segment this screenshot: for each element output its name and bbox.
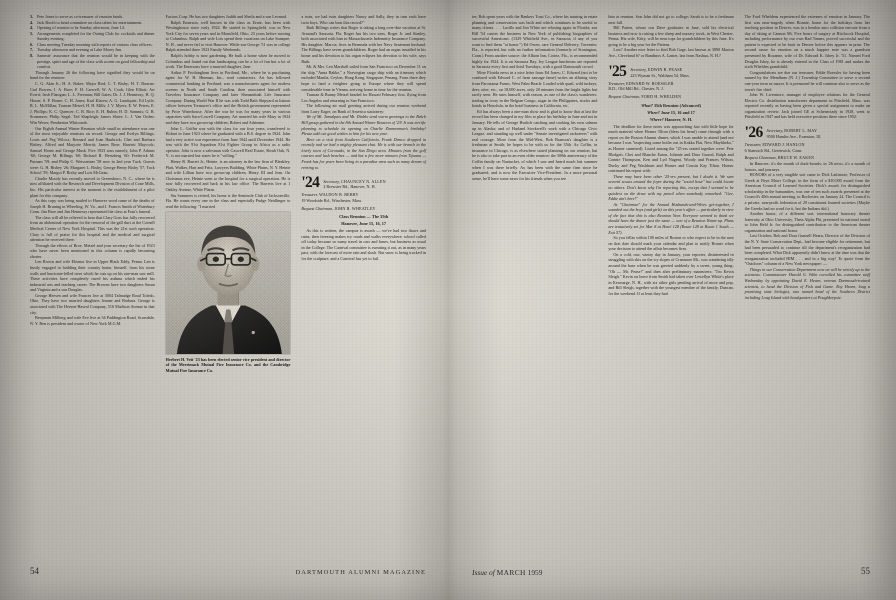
body-paragraph: a twin, we had twin daughters Nancy and Sally, they in turn each have twin boys. Who can beat this record?" xyxy=(301,14,426,25)
body-paragraph: Len Brown and wife Eleanor live in Upper Black Eddy, Penna. Len is busily engaged in building their country home, himself, from his stone walls and hurricane-felled trees which he cuts up on his one-man saw mill. These activities have completely cured his asthma which ended his industrial arts and teaching career. The Browns have two daughters Susan and Virginia and a son Douglas. xyxy=(30,259,155,293)
list-item-number: 4. xyxy=(30,19,34,25)
body-paragraph: Henry R. Barrett Jr., Heinie, is an attorney in the law firm of Bleakley, Platt, Walker, Hart and Fritz, Lawyers Building, White Plains, N. Y. Heinie and wife Lillian have two grown-up children, Henry III and Jean. On Christmas eve, Heinie went to the hospital for a surgical operation. He is now fully recovered and back in his law office. The Barretts live at 1 Oakley Avenue, White Plains. xyxy=(165,159,291,192)
running-head: DARTMOUTH ALUMNI MAGAZINE xyxy=(295,569,426,576)
body-paragraph: Through January 26 the following have signified they would be on hand for the reunion: xyxy=(30,69,155,81)
body-paragraph: Ruth Billings writes that Roger is taking a long over-due vacation at St. Armand's Sarasota, Fla. Roger has his two sons, Roger Jr. and Stanley, both associated with him in Massachusetts Indemnity Insurance Company. His daughter, Marcia, lives in Bermuda with her Navy lieutenant husband. The Billings have seven grandchildren. Roger had an organ installed in his home and his devotion to his organ eclipses his devotion to his wife, says Ruth. xyxy=(301,25,426,64)
page-number-left: 54 xyxy=(30,566,39,576)
quoted-letter-paragraph: We of Mt. Tamalpais and Mt. Diablo send warm greetings to the Balch Hill group gathered in the 8th Annual Winter Reunion of '23! It was terrific planning to schedule its opening on Charlie Zimmerman's birthday! Please add our good wishes to him for his new year. xyxy=(301,114,426,137)
body-paragraph: John W. Livermore, manager of employee relations for the General Electric Co. distribution transformer department in Pittsfield, Mass. was reported recently as having been given a special assignment to make an organization review. Jack joined GE at Schenectady in 1928, went to Pittsfield in 1947 and has held executive positions there since 1952. xyxy=(744,92,870,120)
body-paragraph: HONORS of a very tangible sort came to Dick Lattimore, Professor of Greek at Bryn Mawr College, in the form of a $10,000 award from the American Council of Learned Societies. Dick's award, for distinguished scholarship in the humanities, was one of ten such awards presented at the Council's 40th annual meeting, in Rochester, on January 24. The Council is a private, non-profit federation of 29 constituent learned societies (Maybe the Greeks had no word for it, but the Indians did.) xyxy=(744,172,870,211)
list-item xyxy=(30,30,155,42)
body-paragraph: Congratulations are due our treasurer, Eddie Roessler for having been named by the Mendham (N. J.) Township Committee to serve a second one-year term as mayor. It is presumed he will continue also to serve as the town's fire chief. xyxy=(744,69,870,92)
what-value: 35th Reunion (Advanced) xyxy=(653,102,701,108)
body-paragraph: Last October, Bob and Dora Gunnell Hearn, Director of the Division of the N. Y. State Conservation Dept., had become eligible for retirement, but had been persuaded to continue till the department's reorganization had been completed. What Dick apparently didn't know at the time was that the reorganization included HIM . . . and in a big way! To quote from the "Outdoors" column of a New York newspaper: — xyxy=(744,233,870,267)
where-label: Where? xyxy=(649,116,664,122)
quoted-report-paragraph: As "Chairman" for the Annual Husbands-and-Wives get-together, I sounded out the boys (and girls) on this year's affair — particularly in view of the fact that this is also Reunion Year. Everyone seemed to think we should have the dinner just the same — sort of a Reunion Warm-up. Plans are tentatively set for Mar 8 at Hotel 128 (Route 128 at Route 1 South — Exit 57). xyxy=(608,201,734,235)
class-secretary-info xyxy=(767,126,821,140)
portrait-photo xyxy=(166,212,291,354)
quoted-letter-paragraph: Here on a visit from Southern California, Frank Demco dropped in recently and we had a mighty pleasant chat. He is with our branch in the lovely town of Coronado, in the San Diego area. Minutes from the golf courses and lush beaches — and but a few more minutes from Tijuana — Frank has for years been living in a paradise area such as many dream of retiring to. xyxy=(301,136,426,170)
secretary-address: 223 Wyman St., Waltham 54, Mass. xyxy=(630,72,690,78)
bequest-label: Bequest Chairman, xyxy=(608,94,641,99)
body-paragraph: So you fellas within 100 miles of Boston or who expect to be in the area on that date should mark your calendar and plan to notify Homer when your decision to attend the affair becomes firm. xyxy=(608,235,734,252)
class-secretary-info xyxy=(630,65,689,79)
class-reunion-line-2: Hanover, June 15, 16, 17 xyxy=(341,221,387,227)
body-paragraph: Another honor, of a different sort: international honorary theater fraternity at Ohio University, Theta Alpha Phi, presented its national award to John Held Jr. for distinguished contribution to the American theater organization and national honor. xyxy=(744,211,870,233)
body-paragraph: The Ford Wheldens experienced the extremes of emotion in January. The first was near-tragedy when Bonnie, home for the holidays from her teaching position in Denver, was in a headon auto collision enroute from a day of skiing at Cannon Mt. Five hours of surgery at Hitchcock Hospital, including performance by our own Rad Tanner, proved successful and the patient is expected to be back in Denver before this appears in print. The second cause for emotion on a much happier note was a grandson presented by Rosanne, wife of Dr. Edward K. Isbey Jr. '51. Named Ford Douglas Isbey, he is already entered in the Class of 1981 and makes the sixth Whelden grandchild. xyxy=(744,14,870,70)
body-paragraph: Benjamin Milberg and wife Eve live at 54 Paddington Road, Scarsdale, N. Y. Ben is president and owner of New York M.G.M. xyxy=(30,315,155,326)
attendee-name-list: C. G. Akin Jr.; H. A. Baker; Major Bird; C. T. Bixby; H. T. Bourne; Carl Bowen; J. A. Broe; F. H. Carwell; W. A. Cook; Glen Elliott; Art Everit; Irish Flanigan; L. L. Freeman; Bill Gates; Dr. J. J. Hennessy; H. Q. Horne; S. P. Horne; C. H. Jones; Karl Klaren; A. G. Lundquist; Ed Lytle; R. L. McMillan; Truman Metzel; H. H. Mills; J. V. Myers; E. W. Peters; E. J. Phillips; K. C. Quencer; C. B. Rice; E. H. Rubin; H. D. Sammis; G. R. Scammon; Philip Segal; Ted Shapleigh; James Slater; L. J. Van Orden; Win Weser; Pemberton Whitcomb. xyxy=(30,80,155,125)
body-paragraph: John L. Griffin was with the class for our four years, transferred to Hobart in June 1923 where he graduated with a B.S. degree in 1924. John had a very active war experience from June 1942 until December 1944. He was with the 91st Squadron 81st Fighter Group in Africa as a radio operator. John is now a salesman with Caswell Real Estate, Shrub Oak, N. Y., is not married but states he is "willing." xyxy=(165,125,291,159)
list-item xyxy=(30,53,155,70)
page-number-right: 55 xyxy=(861,566,870,576)
treasurer-name: EDWARD J. HANLON xyxy=(762,142,805,148)
class-treasurer-info xyxy=(301,192,426,203)
secretary-address: 2 Brewster Rd., Hanover, N. H. xyxy=(323,184,376,190)
treasurer-label: Treasurer, xyxy=(301,192,318,198)
bequest-name: BRUCE W. EAKEN xyxy=(777,155,815,161)
class-year-label: '25 xyxy=(608,62,627,80)
left-column-1 xyxy=(30,14,155,376)
list-item-text: Sammie' assurance that the reunion would be in keeping with the prestige, spirit and age of the class with accent on good fellowship and comfort. xyxy=(37,53,155,70)
body-paragraph: As this is written, the campus is awash — we've had two thaws and rains, then freezing makes icy roads and walks everywhere; school called off today because so many travel in cars and buses, but business as usual in the College. The Carnival committee is sweating it out, as in many years past, with the forecast of more rain and slush. But snow is being trucked in for the sculpture, and a Carnival has yet to fail. xyxy=(301,228,426,262)
list-item-text: Class meeting Tuesday morning with reports of various class officers. xyxy=(37,41,153,47)
left-page-columns xyxy=(30,14,426,376)
bequest-label: Bequest Chairman, xyxy=(301,205,334,211)
body-paragraph: Ralph Emerson, well known in the class as Ernie, has been with Westinghouse since early 1924. He started in Springfield, was in New York City for seven years and in Mansfield, Ohio, 23 years before moving to Columbus. Ralph and wife Lois spend their vacations on Lake Sunapee, N. H., and never fail to visit Hanover. While son George '51 was in college Ralph attended three 1923 Family Weekends. xyxy=(165,19,291,53)
treasurer-name: EDWARD W. ROESSLER xyxy=(625,80,674,86)
class-year-label: '26 xyxy=(744,123,763,141)
issue-prefix: Issue of xyxy=(472,568,495,577)
left-column-2 xyxy=(166,14,291,376)
class-bequest-info xyxy=(608,94,733,100)
reunion-when-line xyxy=(608,110,733,116)
secretary-label: Secretary, xyxy=(323,178,340,184)
page-right xyxy=(448,0,896,600)
issue-year: 1959 xyxy=(527,568,543,577)
photo-caption: Herbert H. Veit '23 has been elected senior vice president and director of the Merrimack Mutual Fire Insurance Co. and the Cambridge Mutual Fire Insurance Co. xyxy=(165,356,291,374)
class-header-top-row xyxy=(301,176,426,190)
list-item-number: 5. xyxy=(30,30,34,36)
bequest-name: FORD H. WHELDEN xyxy=(641,94,682,99)
list-item-number: 3. xyxy=(30,14,34,19)
treasurer-label: Treasurer, xyxy=(744,142,762,148)
secretary-name: CHAUNCEY N. ALLEN xyxy=(340,178,386,184)
body-paragraph: Lost? Another nice letter to find Bob Gage, last known at 3890 Marion Ave., Cleveland 6? or Bandinos A. Lanier, last from Nashua, N. H.? xyxy=(608,47,734,59)
bequest-label: Bequest Chairman, xyxy=(744,155,777,161)
body-paragraph: On a cold, raw, wintry day in January, your reporter, disinterested in struggling with skis on the icy slopes of Cranmore Mt., was wandering idly around the base when he was greeted suddenly by a sweet, young thing: "Oh — Mr. Pease!" and then after preliminary maneuvers: "I'm Kevin Sleigh." Kevin on leave from Smith had taken over Lewellyn White's place in Kearsarge, N. H., with six other girls pending arrival of more and pop, and Bill Sleigh, together with the youngest member of the family, Duncan, for the weekend. If at least they had xyxy=(608,251,734,296)
body-paragraph: Ralph's hobby is now gardening. He built a home when he moved to Columbus and found out that landscaping can be a lot of fun but a lot of work. The Emersons have a married daughter, Jane. xyxy=(165,53,291,70)
list-item-text: Pete Jones to serve as co-treasurer of reunion funds. xyxy=(37,14,124,19)
treasurer-address: 19 Woodside Rd., Winchester, Mass. xyxy=(301,198,363,203)
issue-line xyxy=(472,568,542,577)
body-paragraph: Ed has always been a one-man show and is glad to know that at last the record has been changed in my files to place his birthday in June and not in January. He tells of George Hurlich catching and cooking his own salmon up in Alaska; and of Harland Stockwell's work with a Chicago Civic League, and standing up well under "Senate investigated rackoteers" with real courage. More from the Mid-West, Bob Branson's daughter is a freshman at Smith; he hopes to be with us for the 35th. Ax Coffin, in insurance in Chicago, is as elsewhere stated planning on our reunion; but he is also to take part in an even older reunion: the 300th anniversary of the Coffin family on Nantucket, of which I saw and heard much last summer when I was there briefly. Ax has been with the same firm since he graduated, and is now the Executive Vice-President. In a more personal sense, he'll have some news for his friends when you see xyxy=(472,108,598,181)
list-item-text: Jack Booth to head committee on class talent for entertainment. xyxy=(37,19,143,25)
quoted-report-paragraph: These may have been other '25-ers present, but I doubt it. We sent several scouts around the foyer during the "social hour" but could locate no others. Don't know why I'm reporting this, except that I seemed to be quickest on the draw with my pencil when somebody remarked: "Gee, Eddie ain't here!" xyxy=(608,173,734,202)
body-paragraph: ter; Bob spent years with the Bankers Trust Co., where his training in estate planning and conservation was built and which continues to be useful to many clients. . . . Lucille and Jim White are relaxing again in Florida; son Bill '54 carries the business in New York of publishing biographies of successful Americans. (1329 Whitfield Ave., in Sarasota, if any of you want to find them "at home.") Ed Owen, care General Delivery, Tavernier, Fla., is reported, but with no further information (formerly of Stonington, Conn.) From another source: the Albion Inn, Cortez, Fla., is recommended highly for 1924. It is on Sarasota Bay. Ivy League luncheons are reported in Sarasota every first and third Tuesdays, with a good Dartmouth crowd. xyxy=(472,14,598,70)
secretary-label: Secretary, xyxy=(766,128,784,134)
body-paragraph: As this copy was being mailed to Hanover word came of the deaths of Joseph H. Bruning in Wheeling, W. Va., and J. Francis Smith of Waterbury Conn. Jim Broe and Jim Hennessy represented the class at Fran's funeral. xyxy=(30,198,155,215)
class-treasurer-info xyxy=(608,81,733,92)
class-header-1926 xyxy=(744,123,870,161)
quoted-newspaper-paragraph: Things in our Conservation Department now on will be strictly up to the scientists. Commissioner Harold G. Wilm corralled his committee staff Wednesday by appointing David E. Hearn, veteran Dartmouth-trained scientist, to head the Division of Fish and Game. Roy Hearn, long a promising state biologist, was named head of the Southern District including Long Island with headquarters at Poughkeepsie. xyxy=(744,266,870,300)
photo-block-herbert-veit xyxy=(166,212,291,373)
when-label: When? xyxy=(647,109,660,115)
body-paragraph: Factors Corp. He has two daughters Judith and Sheila and a son Leonard. xyxy=(165,14,288,19)
body-paragraph: The deadline for these notes was approaching fast with little hope for much material when Homer Tilton (bless his heart) came through with a report on the Boston Alumni dinner, which I was unable to attend (and not because I was "inspecting some boiler out in Kakka Flat, New Mayhheko," as Homer surmised). Listed among the "25-ers seated together were: Pete Blodgett, Chet and Blanche Eaton, Johnnie and Drue Garrod, Ralph and Connie Thompson, Ken and Lyd Nugent, Woody and Frances Wilson, Ducky and Peg Washburn and Homer and Cousin Kay Tilton. Homer continued his report with: xyxy=(608,123,734,174)
class-header-top-row xyxy=(744,123,870,141)
right-column-3 xyxy=(745,14,870,300)
class-reunion-line-1: Class Reunion — The 35th xyxy=(339,214,389,220)
body-paragraph: The class will all be relieved to hear that Clary Goss has fully recovered from an abdominal operation for the removal of the gall duct at the Cornell Medical Center of New York Hospital. This was the 21st such operation. Clary is full of praise for this hospital and the medical and surgical attention he received there. xyxy=(30,214,155,243)
body-paragraph: More Florida news in a nice letter from Ed Jones; C. Edward (not to be confused with Edward C. of farm sausage fame) writes an alluring story from Parostama Farms, West Palm Beach: Loaded with quail, wild turkeys, deer, otter, etc., on 18,000 acres, only 20 minutes from the bright lights but rarely seen. He rates himself, with reason, as one of the class's wanderers: trading in ivory in the Belgian Congo, sugar in the Philippines, stocks and bonds in Honolulu, in the hotel business in California, etc. xyxy=(472,69,598,109)
reunion-plan-list xyxy=(30,14,155,70)
what-label: What? xyxy=(641,102,653,108)
body-paragraph: Bill Patten, whose son Dave graduates in June, sold his electrical business and now is raising a few sheep and nursery stock, in West Chester, Penna. His wife, Kitty, will be near tops for grandchildren by this June. It's going to be a big year for the Pattens. xyxy=(608,25,734,47)
reunion-what-line xyxy=(608,103,733,109)
reunion-where-line xyxy=(608,117,733,123)
class-year-label: '24 xyxy=(301,174,320,192)
where-value: Hanover, N. H. xyxy=(664,116,693,122)
class-bequest-info xyxy=(301,206,426,212)
body-paragraph: Our Eighth Annual Winter Reunion while small in attendance was one of the most enjoyable reunions on record. George and Evelyn Billings; Louis and Peg Wilcox; Bernard and Joan Haubrick; Chet and Barbara Bisbey; Alfred and Marjorie Merritt; James Broe; Harriett Maycock; Samuel Horne and George Musk. Five 1923 sons namely, John P. Adams '60; George M. Billings '60; Richard R. Hertzberg '60; Frederick M. Putnam '59; and Philip C. Weissteiner '58 now in 2nd year Tuck. Guests were: G. H. Bisbey '26; Margaret L. Bixby; George Henry Bixby '57, Tuck School '59; Margot P. Bixby and Lois McGeau. xyxy=(30,125,155,176)
body-paragraph: George Heesen and wife Frances live at 3004 Talmadge Road Toledo, Ohio. They have two married daughters Jeanne and Barbara. George is associated with The Heesen-Haseal Company, 516 Madison Avenue in that city. xyxy=(30,292,155,315)
issue-month: MARCH xyxy=(496,568,526,577)
body-paragraph: Charlie Moody has recently moved to Greensboro, N. C., where he is now affiliated with the Research and Development Division of Cone Mills, Inc. His particular interest at the moment is the establishment of a pilot plant for this company. xyxy=(30,175,155,198)
class-treasurer-info xyxy=(745,142,870,153)
list-item-text: Tuesday afternoon and evening at Lake Morey Inn. xyxy=(37,47,122,53)
class-header-top-row xyxy=(608,62,733,80)
class-header-1925 xyxy=(608,62,733,123)
list-item-number: 4. xyxy=(30,25,34,31)
list-item-text: Arrangements completed for the Outing Club for cocktails and dinner Sunday evening. xyxy=(37,30,155,42)
body-paragraph: Truman & Bunny Metzel headed for Hawaii February first, flying from Los Angeles and returning to San Francisco. xyxy=(301,92,426,103)
list-item-number: 7. xyxy=(30,47,34,53)
treasurer-name: WALDON B. BERRY xyxy=(318,192,359,198)
body-paragraph: him at reunion. Son John did not go to college; Sarah is to be a freshman next fall. xyxy=(608,14,734,25)
treasurer-address: 6 Stanwich Rd., Greenwich, Conn. xyxy=(744,147,803,153)
body-paragraph: Through the efforts of Broe, Metzel and your secretary the list of 1923 who have never been mentioned in this column is rapidly becoming shorter. xyxy=(30,242,155,259)
left-column-3 xyxy=(301,14,426,376)
bequest-name: JOHN R. WHEATLEY xyxy=(334,205,376,211)
halftone-texture xyxy=(166,212,291,354)
class-secretary-info xyxy=(323,176,385,190)
treasurer-label: Treasurer, xyxy=(608,80,625,86)
body-paragraph: Mr. & Mrs. Len Marshall sailed from San Francisco on December 11 on the ship "Anna Bakke," a Norwegian cargo ship with an itinerary which included Manila, Ceylon, Hong Kong, Singapore, Penang. From there they hope to land a freighter going to Europe where they will spend considerable time in Vienna, arriving home in time for the reunion. xyxy=(301,64,426,92)
secretary-name: EDWIN B. PEASE xyxy=(647,67,683,73)
right-page-columns xyxy=(472,14,870,300)
secretary-label: Secretary, xyxy=(630,67,647,73)
secretary-name: ROBERT L. MAY xyxy=(784,128,818,134)
treasurer-address: R.D., Old Mill Rd., Chester, N. J. xyxy=(608,86,664,92)
secretary-address: 9500 Hamlin Ave., Evanston, Ill. xyxy=(766,134,822,140)
when-value: June 15, 16 and 17 xyxy=(660,109,695,115)
body-paragraph: Arthur P. Frothingham lives in Portland, Me., where he is purchasing agent for W. H. Hinman, Inc., road contractors. Art has followed commercial banking in Portland, was a manufacturers agent for rustless screens in North and South Carolina, then associated himself with Travelers Insurance Company and later Shenandoah Life Insurance Company. During World War II he was with Todd Bath Shipyard as liaison officer between Treasurer's office and the British government represented by Price Waterhouse. After the war he was for many years in various capacities with Saco-Lowell Company. Art married his wife Mary in 1924 and they have two grown-up children, Robert and Adrienne. xyxy=(165,69,291,125)
body-paragraph: Stu Summers is retired, his home is the Seminole Club of Jacksonville, Fla. He wants every one in the class and especially Pudge Neidlinger to read the following: "I married xyxy=(165,192,291,209)
list-item-number: 8. xyxy=(30,53,34,59)
list-item-number: 6. xyxy=(30,41,34,47)
right-column-2 xyxy=(608,14,733,300)
list-item-text: Opening of reunion to be Sunday afternoon, June 14. xyxy=(37,25,125,31)
right-column-1 xyxy=(472,14,597,300)
class-header-1924 xyxy=(301,176,426,227)
body-paragraph: In Hanover, it's the month of duck-boards; in '26 news, it's a month of honors, and journeys. xyxy=(744,160,870,172)
body-paragraph: The following air mail greeting arrived during our reunion weekend from Larry Eagre, on Bank of America stationery: xyxy=(301,103,426,114)
